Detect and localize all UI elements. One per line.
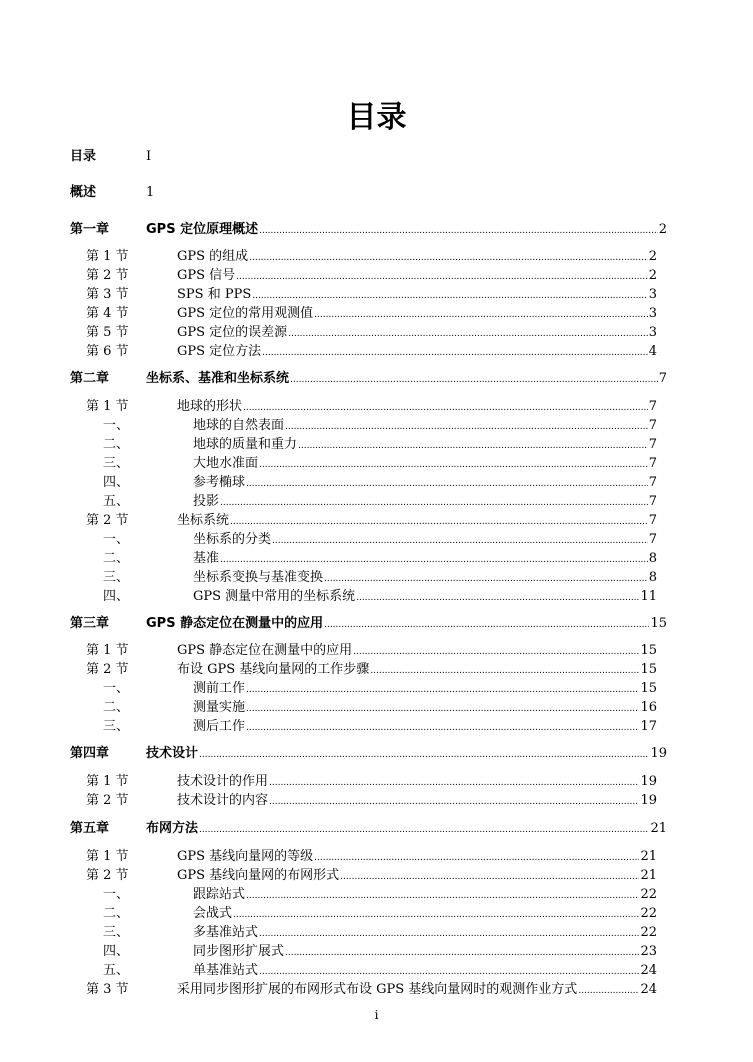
dot-leader	[353, 643, 639, 661]
toc-entry[interactable]	[193, 569, 657, 588]
toc-page-number: 19	[650, 746, 667, 761]
toc-page-number: 23	[640, 944, 657, 959]
toc-number: 第二章	[70, 371, 110, 386]
toc-row[interactable]	[0, 905, 753, 923]
toc-page-number: 21	[640, 849, 657, 864]
toc-number: 第 5 节	[86, 325, 129, 340]
toc-number: 五、	[103, 963, 130, 978]
toc-row[interactable]	[0, 699, 753, 717]
dot-leader	[578, 982, 639, 1000]
toc-page-number: 7	[648, 399, 657, 414]
toc-row[interactable]	[0, 680, 753, 698]
toc-entry[interactable]	[193, 436, 657, 455]
toc-row[interactable]	[0, 792, 753, 810]
toc-label: SPS 和 PPS	[177, 287, 252, 302]
toc-entry[interactable]	[193, 417, 657, 436]
dot-leader	[236, 268, 648, 286]
toc-row[interactable]	[0, 773, 753, 791]
toc-row[interactable]	[0, 943, 753, 961]
toc-number: 四、	[103, 589, 130, 604]
dot-leader	[230, 513, 648, 531]
toc-entry[interactable]	[193, 943, 657, 962]
toc-entry[interactable]	[177, 661, 657, 680]
dot-leader	[285, 418, 648, 436]
toc-entry[interactable]	[193, 531, 657, 550]
toc-page-number: 15	[650, 616, 667, 631]
toc-number: 一、	[103, 681, 130, 696]
toc-label: 技术设计的内容	[177, 793, 269, 808]
toc-entry[interactable]	[193, 455, 657, 474]
toc-label: 技术设计的作用	[177, 774, 269, 789]
toc-entry[interactable]	[177, 343, 657, 362]
toc-row[interactable]	[0, 493, 753, 511]
toc-page-number: 11	[640, 589, 657, 604]
toc-label: 坐标系的分类	[193, 532, 272, 547]
dot-leader	[340, 868, 639, 886]
page-number-footer: i	[374, 1008, 379, 1022]
toc-row[interactable]	[0, 221, 753, 239]
dot-leader	[290, 371, 658, 389]
dot-leader	[246, 681, 639, 699]
toc-entry[interactable]	[193, 680, 657, 699]
toc-number: 第 1 节	[86, 774, 129, 789]
toc-label: 多基准站式	[193, 925, 259, 940]
dot-leader	[246, 475, 648, 493]
toc-entry[interactable]	[177, 981, 657, 1000]
toc-page-number: 8	[648, 551, 657, 566]
toc-number: 第 3 节	[86, 982, 129, 997]
toc-row[interactable]	[0, 531, 753, 549]
toc-page-number: 22	[640, 887, 657, 902]
toc-label: 跟踪站式	[193, 887, 246, 902]
toc-row[interactable]	[0, 848, 753, 866]
toc-entry[interactable]	[177, 642, 657, 661]
toc-label: 坐标系、基准和坐标系统	[146, 371, 290, 386]
toc-page-number: 7	[658, 371, 667, 386]
dot-leader	[356, 589, 639, 607]
toc-row[interactable]	[0, 474, 753, 492]
toc-entry[interactable]	[193, 962, 657, 981]
toc-entry[interactable]	[193, 905, 657, 924]
toc-page-number: 7	[648, 437, 657, 452]
dot-leader	[199, 821, 649, 839]
toc-entry[interactable]	[146, 615, 667, 634]
toc-page-number: 2	[658, 222, 667, 237]
toc-label: 参考椭球	[193, 475, 246, 490]
toc-page-number: 15	[640, 681, 657, 696]
toc-label: GPS 定位的常用观测值	[177, 306, 314, 321]
toc-entry[interactable]	[177, 512, 657, 531]
toc-number: 概述	[70, 185, 97, 200]
toc-label: 地球的自然表面	[193, 418, 285, 433]
dot-leader	[269, 774, 639, 792]
toc-label: GPS 静态定位在测量中的应用	[146, 616, 324, 631]
toc-row[interactable]	[0, 267, 753, 285]
dot-leader	[370, 662, 639, 680]
toc-label: GPS 基线向量网的等级	[177, 849, 314, 864]
dot-leader	[298, 437, 648, 455]
toc-entry[interactable]	[177, 324, 657, 343]
toc-number: 第五章	[70, 821, 110, 836]
toc-page-number: 16	[640, 700, 657, 715]
toc-number: 二、	[103, 906, 130, 921]
toc-entry[interactable]	[146, 184, 154, 202]
toc-number: 第 1 节	[86, 249, 129, 264]
dot-leader	[324, 616, 649, 634]
toc-entry[interactable]	[177, 773, 657, 792]
toc-label: 地球的质量和重力	[193, 437, 298, 452]
toc-entry[interactable]	[193, 588, 657, 607]
toc-row[interactable]	[0, 184, 753, 202]
page-title: 目录	[346, 100, 407, 135]
toc-number: 第四章	[70, 746, 110, 761]
dot-leader	[314, 306, 648, 324]
toc-row[interactable]	[0, 417, 753, 435]
toc-row[interactable]	[0, 588, 753, 606]
dot-leader	[249, 249, 648, 267]
toc-number: 四、	[103, 475, 130, 490]
toc-row[interactable]	[0, 455, 753, 473]
toc-row[interactable]	[0, 512, 753, 530]
dot-leader	[272, 532, 648, 550]
dot-leader	[285, 944, 639, 962]
toc-label: GPS 静态定位在测量中的应用	[177, 643, 353, 658]
dot-leader	[243, 399, 648, 417]
toc-number: 三、	[103, 925, 130, 940]
dot-leader	[220, 494, 648, 512]
toc-page-number: 4	[648, 344, 657, 359]
toc-page-number: 7	[648, 456, 657, 471]
dot-leader	[259, 222, 658, 240]
toc-entry[interactable]	[177, 248, 657, 267]
toc-page-number: 19	[640, 793, 657, 808]
toc-number: 第 2 节	[86, 662, 129, 677]
toc-row[interactable]	[0, 886, 753, 904]
toc-number: 三、	[103, 719, 130, 734]
toc-label: GPS 定位原理概述	[146, 222, 259, 237]
toc-label: GPS 的组成	[177, 249, 249, 264]
toc-row[interactable]	[0, 962, 753, 980]
toc-row[interactable]	[0, 569, 753, 587]
toc-number: 一、	[103, 887, 130, 902]
dot-leader	[259, 925, 639, 943]
toc-entry[interactable]	[193, 474, 657, 493]
toc-page-number: 21	[640, 868, 657, 883]
toc-entry[interactable]	[177, 848, 657, 867]
dot-leader	[262, 344, 648, 362]
toc-page-number: 17	[640, 719, 657, 734]
toc-number: 第 1 节	[86, 849, 129, 864]
toc-label: GPS 测量中常用的坐标系统	[193, 589, 356, 604]
toc-number: 第 6 节	[86, 344, 129, 359]
dot-leader	[246, 719, 639, 737]
dot-leader	[246, 700, 639, 718]
toc-number: 第 1 节	[86, 643, 129, 658]
toc-label: GPS 信号	[177, 268, 236, 283]
toc-entry[interactable]	[146, 148, 151, 166]
dot-leader	[324, 570, 648, 588]
dot-leader	[246, 887, 639, 905]
toc-entry[interactable]	[193, 699, 657, 718]
toc-row[interactable]	[0, 981, 753, 999]
toc-label: 会战式	[193, 906, 233, 921]
toc-label: GPS 基线向量网的布网形式	[177, 868, 340, 883]
toc-page-number: 7	[648, 475, 657, 490]
toc-page-number: 22	[640, 906, 657, 921]
toc-label: 测前工作	[193, 681, 246, 696]
toc-page-number: 3	[648, 287, 657, 302]
toc-page-number: 8	[648, 570, 657, 585]
toc-row[interactable]	[0, 745, 753, 763]
toc-page-number: 2	[648, 268, 657, 283]
toc-entry[interactable]	[193, 550, 657, 569]
toc-number: 第三章	[70, 616, 110, 631]
dot-leader	[252, 287, 647, 305]
toc-page-number: 2	[648, 249, 657, 264]
toc-row[interactable]	[0, 343, 753, 361]
toc-row[interactable]	[0, 370, 753, 388]
toc-number: 一、	[103, 532, 130, 547]
toc-label: 基准	[193, 551, 220, 566]
toc-page-number: 19	[640, 774, 657, 789]
toc-row[interactable]	[0, 642, 753, 660]
dot-leader	[288, 325, 648, 343]
toc-row[interactable]	[0, 324, 753, 342]
toc-page-number: I	[146, 149, 152, 164]
dot-leader	[259, 456, 648, 474]
toc-page-number: 24	[640, 963, 657, 978]
toc-page-number: 7	[648, 513, 657, 528]
toc-number: 第 4 节	[86, 306, 129, 321]
toc-page-number: 24	[640, 982, 657, 997]
toc-page-number: 1	[146, 185, 155, 200]
toc-row[interactable]	[0, 305, 753, 323]
toc-row[interactable]	[0, 615, 753, 633]
toc-row[interactable]	[0, 820, 753, 838]
toc-label: 大地水准面	[193, 456, 259, 471]
toc-page-number: 15	[640, 662, 657, 677]
toc-page-number: 21	[650, 821, 667, 836]
toc-row[interactable]	[0, 550, 753, 568]
toc-row[interactable]	[0, 867, 753, 885]
toc-number: 目录	[70, 149, 97, 164]
toc-label: 地球的形状	[177, 399, 243, 414]
toc-entry[interactable]	[146, 370, 667, 389]
toc-entry[interactable]	[177, 286, 657, 305]
toc-entry[interactable]	[177, 305, 657, 324]
toc-label: GPS 定位方法	[177, 344, 262, 359]
toc-number: 五、	[103, 494, 130, 509]
toc-label: 单基准站式	[193, 963, 259, 978]
toc-number: 三、	[103, 456, 130, 471]
toc-entry[interactable]	[193, 718, 657, 737]
toc-page-number: 22	[640, 925, 657, 940]
toc-number: 四、	[103, 944, 130, 959]
dot-leader	[259, 963, 639, 981]
toc-label: 测量实施	[193, 700, 246, 715]
toc-number: 第 2 节	[86, 793, 129, 808]
toc-row[interactable]	[0, 718, 753, 736]
toc-row[interactable]	[0, 398, 753, 416]
toc-label: 布网方法	[146, 821, 199, 836]
toc-entry[interactable]	[177, 398, 657, 417]
toc-row[interactable]	[0, 248, 753, 266]
toc-entry[interactable]	[146, 745, 667, 764]
toc-row[interactable]	[0, 661, 753, 679]
toc-label: 坐标系变换与基准变换	[193, 570, 324, 585]
toc-label: GPS 定位的误差源	[177, 325, 288, 340]
toc-number: 二、	[103, 551, 130, 566]
toc-number: 二、	[103, 700, 130, 715]
dot-leader	[199, 746, 649, 764]
toc-page-number: 15	[640, 643, 657, 658]
toc-number: 三、	[103, 570, 130, 585]
toc-entry[interactable]	[177, 267, 657, 286]
toc-label: 测后工作	[193, 719, 246, 734]
toc-label: 同步图形扩展式	[193, 944, 285, 959]
dot-leader	[233, 906, 639, 924]
toc-number: 第一章	[70, 222, 110, 237]
toc-entry[interactable]	[146, 820, 667, 839]
toc-page-number: 7	[648, 418, 657, 433]
toc-row[interactable]	[0, 436, 753, 454]
toc-entry[interactable]	[193, 493, 657, 512]
toc-page-number: 7	[648, 532, 657, 547]
dot-leader	[269, 793, 639, 811]
toc-entry[interactable]	[193, 886, 657, 905]
dot-leader	[220, 551, 648, 569]
toc-page-number: 3	[648, 306, 657, 321]
toc-entry[interactable]	[177, 867, 657, 886]
toc-page-number: 3	[648, 325, 657, 340]
toc-number: 第 3 节	[86, 287, 129, 302]
toc-number: 第 2 节	[86, 268, 129, 283]
toc-number: 第 2 节	[86, 868, 129, 883]
toc-row[interactable]	[0, 924, 753, 942]
toc-row[interactable]	[0, 148, 753, 166]
toc-number: 一、	[103, 418, 130, 433]
toc-page-number: 7	[648, 494, 657, 509]
toc-label: 投影	[193, 494, 220, 509]
toc-number: 第 2 节	[86, 513, 129, 528]
toc-number: 二、	[103, 437, 130, 452]
toc-label: 布设 GPS 基线向量网的工作步骤	[177, 662, 370, 677]
toc-label: 坐标系统	[177, 513, 230, 528]
toc-number: 第 1 节	[86, 399, 129, 414]
toc-entry[interactable]	[193, 924, 657, 943]
toc-label: 采用同步图形扩展的布网形式布设 GPS 基线向量网时的观测作业方式	[177, 982, 578, 997]
toc-row[interactable]	[0, 286, 753, 304]
toc-label: 技术设计	[146, 746, 199, 761]
toc-entry[interactable]	[177, 792, 657, 811]
toc-entry[interactable]	[146, 221, 667, 240]
dot-leader	[314, 849, 639, 867]
